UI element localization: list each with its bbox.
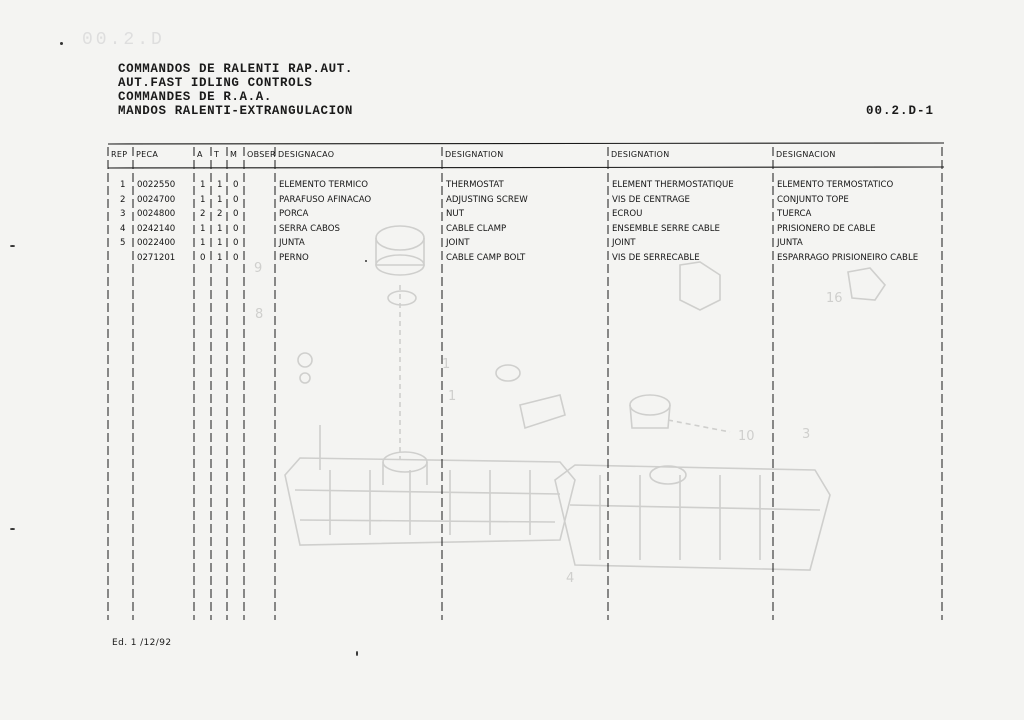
cell-rep: 2 — [120, 194, 126, 205]
svg-text:1: 1 — [442, 357, 451, 372]
cell-designation-en: ADJUSTING SCREW — [446, 194, 528, 205]
cell-a: 2 — [200, 209, 206, 220]
cell-t: 1 — [217, 238, 223, 249]
cell-designation-fr: VIS DE SERRECABLE — [612, 253, 700, 263]
cell-designation-en: CABLE CLAMP — [446, 223, 507, 234]
cell-a: 1 — [200, 238, 206, 249]
cell-designacion: ESPARRAGO PRISIONEIRO CABLE — [777, 253, 919, 263]
cell-a: 0 — [200, 253, 206, 263]
header-peca: PECA — [136, 150, 159, 159]
document-title-block — [118, 62, 353, 118]
header-t: T — [214, 150, 220, 159]
header-a: A — [197, 150, 203, 159]
svg-text:4: 4 — [566, 571, 575, 586]
header-designacao: DESIGNACAO — [278, 150, 335, 159]
cell-t: 2 — [217, 209, 223, 220]
cell-t: 1 — [217, 223, 223, 234]
cell-designation-fr: ECROU — [612, 209, 643, 220]
cell-designation-en: THERMOSTAT — [446, 180, 504, 190]
cell-a: 1 — [200, 223, 206, 234]
cell-designacion: CONJUNTO TOPE — [777, 194, 849, 205]
scan-speck — [10, 528, 15, 530]
title-french: COMMANDES DE R.A.A. — [118, 90, 272, 104]
cell-a: 1 — [200, 180, 206, 190]
title-english: AUT.FAST IDLING CONTROLS — [118, 76, 313, 90]
cell-designation-en: CABLE CAMP BOLT — [446, 253, 526, 263]
scan-speck — [60, 42, 63, 45]
cell-designation-fr: JOINT — [612, 238, 636, 249]
cell-designacao: JUNTA — [279, 238, 305, 249]
page-reference: 00.2.D-1 — [866, 104, 935, 118]
cell-designation-en: JOINT — [446, 238, 470, 249]
cell-designation-fr: VIS DE CENTRAGE — [612, 194, 690, 205]
svg-text:8: 8 — [255, 307, 264, 322]
header-designation-fr: DESIGNATION — [611, 150, 670, 159]
header-rep: REP — [111, 150, 128, 159]
cell-a: 1 — [200, 194, 206, 205]
cell-peca: 0022400 — [137, 238, 176, 249]
cell-designacion: PRISIONERO DE CABLE — [777, 223, 876, 234]
cell-m: 0 — [233, 194, 239, 205]
cell-designation-fr: ELEMENT THERMOSTATIQUE — [612, 180, 734, 190]
scan-speck — [365, 260, 367, 262]
cell-designacao: PARAFUSO AFINACAO — [279, 194, 372, 205]
cell-rep: 3 — [120, 209, 126, 220]
title-portuguese: COMMANDOS DE RALENTI RAP.AUT. — [118, 62, 353, 76]
cell-peca: 0022550 — [137, 180, 176, 190]
scan-speck — [356, 651, 358, 656]
cell-t: 1 — [217, 180, 223, 190]
header-obser: OBSER — [247, 150, 276, 159]
header-m: M — [230, 150, 238, 159]
cell-t: 1 — [217, 194, 223, 205]
svg-text:1: 1 — [448, 389, 457, 404]
svg-text:10: 10 — [738, 429, 755, 444]
cell-designacion: TUERCA — [777, 209, 812, 220]
cell-rep: 4 — [120, 223, 126, 234]
cell-peca: 0242140 — [137, 223, 176, 234]
bleed-through-text: 00.2.D — [82, 30, 165, 50]
cell-designacao: PORCA — [279, 209, 309, 220]
cell-m: 0 — [233, 238, 239, 249]
cell-peca: 0271201 — [137, 253, 176, 263]
cell-m: 0 — [233, 223, 239, 234]
cell-designacion: ELEMENTO TERMOSTATICO — [777, 180, 894, 190]
cell-designacion: JUNTA — [777, 238, 803, 249]
edition-date: Ed. 1 /12/92 — [112, 638, 172, 648]
cell-designation-en: NUT — [446, 209, 464, 220]
cell-m: 0 — [233, 180, 239, 190]
header-designation-en: DESIGNATION — [445, 150, 504, 159]
svg-text:3: 3 — [802, 427, 811, 442]
cell-t: 1 — [217, 253, 223, 263]
cell-rep: 5 — [120, 238, 126, 249]
svg-text:9: 9 — [254, 261, 263, 276]
cell-designacao: PERNO — [279, 253, 309, 263]
cell-peca: 0024700 — [137, 194, 176, 205]
cell-designacao: SERRA CABOS — [279, 223, 340, 234]
cell-peca: 0024800 — [137, 209, 176, 220]
scan-speck — [10, 245, 15, 247]
cell-designation-fr: ENSEMBLE SERRE CABLE — [612, 223, 720, 234]
cell-m: 0 — [233, 253, 239, 263]
cell-designacao: ELEMENTO TERMICO — [279, 180, 369, 190]
cell-m: 0 — [233, 209, 239, 220]
cell-rep: 1 — [120, 180, 126, 190]
svg-text:16: 16 — [826, 291, 843, 306]
header-designacion: DESIGNACION — [776, 150, 836, 159]
title-spanish: MANDOS RALENTI-EXTRANGULACION — [118, 104, 353, 118]
